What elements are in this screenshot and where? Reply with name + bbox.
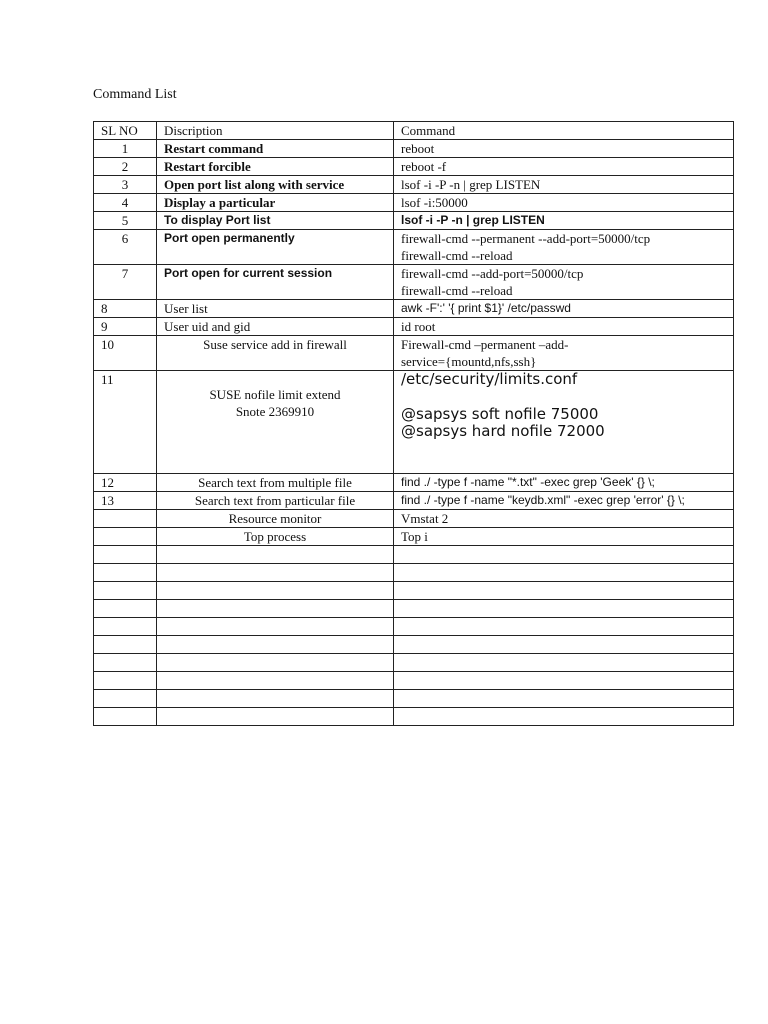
empty-cell bbox=[157, 672, 394, 690]
row-sl-no: 13 bbox=[94, 492, 157, 510]
row-sl-no: 8 bbox=[94, 300, 157, 318]
row-description: Restart forcible bbox=[157, 158, 394, 176]
table-row bbox=[94, 158, 734, 176]
row-command: lsof -i:50000 bbox=[394, 194, 734, 212]
command-line-blank bbox=[401, 388, 726, 406]
empty-cell bbox=[94, 600, 157, 618]
row-command: lsof -i -P -n | grep LISTEN bbox=[394, 212, 734, 230]
row-sl-no bbox=[94, 528, 157, 546]
row-description: To display Port list bbox=[157, 212, 394, 230]
empty-row bbox=[94, 564, 734, 582]
empty-row bbox=[94, 708, 734, 726]
empty-cell bbox=[94, 690, 157, 708]
row-command: reboot -f bbox=[394, 158, 734, 176]
command-line: firewall-cmd --reload bbox=[401, 283, 513, 298]
description-line: Snote 2369910 bbox=[235, 404, 315, 419]
row-sl-no: 9 bbox=[94, 318, 157, 336]
table-row bbox=[94, 140, 734, 158]
header-command: Command bbox=[394, 122, 734, 140]
empty-cell bbox=[157, 546, 394, 564]
row-command: reboot bbox=[394, 140, 734, 158]
command-line: @sapsys hard nofile 72000 bbox=[401, 422, 605, 440]
empty-cell bbox=[157, 600, 394, 618]
command-line: @sapsys soft nofile 75000 bbox=[401, 405, 599, 423]
table-row bbox=[94, 474, 734, 492]
row-description: User uid and gid bbox=[157, 318, 394, 336]
row-command: Top i bbox=[394, 528, 734, 546]
empty-cell bbox=[94, 654, 157, 672]
table-row bbox=[94, 212, 734, 230]
empty-cell bbox=[394, 690, 734, 708]
row-description: User list bbox=[157, 300, 394, 318]
empty-cell bbox=[157, 708, 394, 726]
table-row bbox=[94, 194, 734, 212]
row-description: Top process bbox=[157, 528, 394, 546]
table-row bbox=[94, 318, 734, 336]
row-sl-no: 5 bbox=[94, 212, 157, 230]
row-command: awk -F':' '{ print $1}' /etc/passwd bbox=[394, 300, 734, 318]
table-row bbox=[94, 336, 734, 371]
empty-cell bbox=[94, 546, 157, 564]
empty-cell bbox=[157, 690, 394, 708]
row-description bbox=[157, 371, 394, 474]
table-row bbox=[94, 371, 734, 474]
command-line: /etc/security/limits.conf bbox=[401, 370, 578, 388]
empty-cell bbox=[94, 618, 157, 636]
row-command: lsof -i -P -n | grep LISTEN bbox=[394, 176, 734, 194]
row-command bbox=[394, 265, 734, 300]
row-sl-no: 7 bbox=[94, 265, 157, 300]
row-command: find ./ -type f -name "*.txt" -exec grep 'Geek' {} \; bbox=[394, 474, 734, 492]
row-description: Search text from multiple file bbox=[157, 474, 394, 492]
row-description: Port open for current session bbox=[157, 265, 394, 300]
table-row bbox=[94, 300, 734, 318]
header-description: Discription bbox=[157, 122, 394, 140]
empty-cell bbox=[157, 564, 394, 582]
empty-cell bbox=[94, 708, 157, 726]
row-sl-no: 11 bbox=[94, 371, 157, 474]
table-row bbox=[94, 528, 734, 546]
row-sl-no: 12 bbox=[94, 474, 157, 492]
row-command: find ./ -type f -name "keydb.xml" -exec grep 'error' {} \; bbox=[394, 492, 734, 510]
table-row bbox=[94, 176, 734, 194]
empty-row bbox=[94, 618, 734, 636]
empty-row bbox=[94, 636, 734, 654]
empty-cell bbox=[94, 564, 157, 582]
row-description: Resource monitor bbox=[157, 510, 394, 528]
table-row bbox=[94, 265, 734, 300]
row-description: Port open permanently bbox=[157, 230, 394, 265]
table-header-row bbox=[94, 122, 734, 140]
document-title: Command List bbox=[93, 87, 177, 102]
empty-cell bbox=[394, 564, 734, 582]
table-row bbox=[94, 492, 734, 510]
empty-row bbox=[94, 546, 734, 564]
row-sl-no: 4 bbox=[94, 194, 157, 212]
empty-cell bbox=[94, 672, 157, 690]
empty-cell bbox=[394, 618, 734, 636]
command-line: firewall-cmd --add-port=50000/tcp bbox=[401, 266, 584, 281]
empty-cell bbox=[157, 654, 394, 672]
empty-row bbox=[94, 600, 734, 618]
command-line: service={mountd,nfs,ssh} bbox=[401, 354, 537, 369]
command-line: Firewall-cmd –permanent –add- bbox=[401, 337, 569, 352]
command-line: firewall-cmd --reload bbox=[401, 248, 513, 263]
empty-cell bbox=[394, 636, 734, 654]
row-sl-no bbox=[94, 510, 157, 528]
row-description: Restart command bbox=[157, 140, 394, 158]
command-line: firewall-cmd --permanent --add-port=50000/tcp bbox=[401, 231, 651, 246]
empty-cell bbox=[94, 582, 157, 600]
empty-cell bbox=[394, 708, 734, 726]
row-sl-no: 10 bbox=[94, 336, 157, 371]
row-description: Open port list along with service bbox=[157, 176, 394, 194]
row-description: Search text from particular file bbox=[157, 492, 394, 510]
row-sl-no: 1 bbox=[94, 140, 157, 158]
row-sl-no: 3 bbox=[94, 176, 157, 194]
table-row bbox=[94, 230, 734, 265]
row-command: Vmstat 2 bbox=[394, 510, 734, 528]
table-row bbox=[94, 510, 734, 528]
empty-cell bbox=[394, 582, 734, 600]
row-command: id root bbox=[394, 318, 734, 336]
empty-cell bbox=[394, 600, 734, 618]
empty-row bbox=[94, 672, 734, 690]
row-command bbox=[394, 230, 734, 265]
description-line: SUSE nofile limit extend bbox=[209, 387, 341, 402]
empty-cell bbox=[94, 636, 157, 654]
empty-row bbox=[94, 582, 734, 600]
command-table bbox=[93, 121, 734, 726]
empty-cell bbox=[394, 672, 734, 690]
row-description: Display a particular bbox=[157, 194, 394, 212]
empty-row bbox=[94, 654, 734, 672]
row-command bbox=[394, 336, 734, 371]
empty-cell bbox=[157, 582, 394, 600]
row-sl-no: 2 bbox=[94, 158, 157, 176]
empty-cell bbox=[157, 636, 394, 654]
empty-cell bbox=[157, 618, 394, 636]
header-sl-no: SL NO bbox=[94, 122, 157, 140]
empty-cell bbox=[394, 654, 734, 672]
row-command bbox=[394, 371, 734, 474]
row-description: Suse service add in firewall bbox=[157, 336, 394, 371]
row-sl-no: 6 bbox=[94, 230, 157, 265]
empty-cell bbox=[394, 546, 734, 564]
empty-row bbox=[94, 690, 734, 708]
